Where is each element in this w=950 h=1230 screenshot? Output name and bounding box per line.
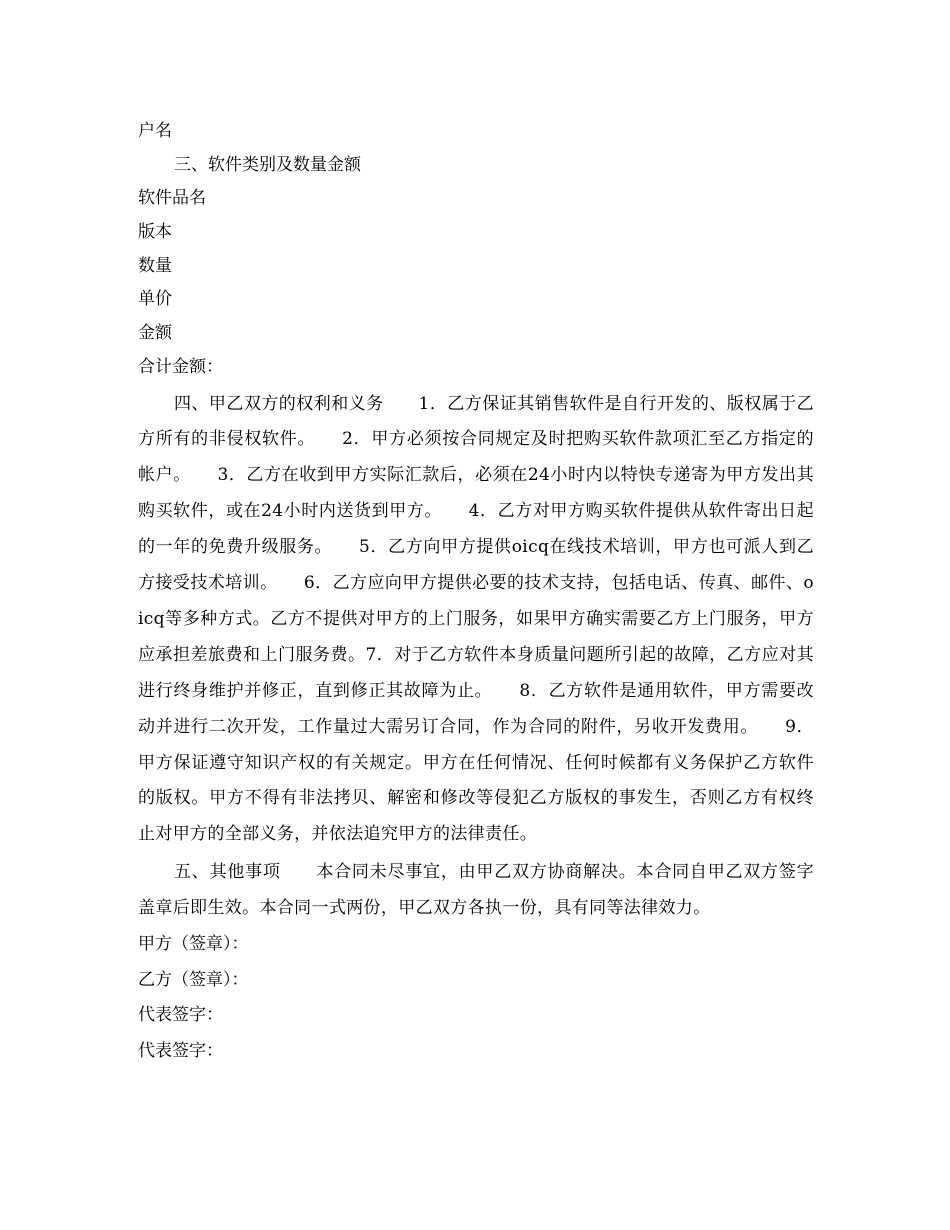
field-software-name: 软件品名 xyxy=(138,188,206,209)
section-3-heading: 三、软件类别及数量金额 xyxy=(174,154,361,175)
account-name-label: 户名 xyxy=(138,121,172,141)
representative-signature-label: 代表签字： xyxy=(138,1005,223,1026)
section-4-rights-obligations: 四、甲乙双方的权利和义务 1．乙方保证其销售软件是自行开发的、版权属于乙方所有的非侵权软件。 2．甲方必须按合同规定及时把购买软件款项汇至乙方指定的帐户。 3．乙方在收到甲方实际汇款后，必须在24小时内以特快专递寄为甲方发出其购买软件，或在24小时内送货到甲方。 4．乙方对甲方购买软件提供从软件寄出日起的一年的免费升级服务。 5．乙方向甲方提供oicq在线技术培训，甲方也可派人到乙方接受技术培训。 6．乙方应向甲方提供必要的技术支持，包括电话、传真、邮件、oicq等多种方式。乙方不提供对甲方的上门服务，如果甲方确实需要乙方上门服务，甲方应承担差旅费和上门服务费。7．对于乙方软件本身质量问题所引起的故障，乙方应对其进行终身维护并修正，直到修正其故障为止。 8．乙方软件是通用软件，甲方需要改动并进行二次开发，工作量过大需另订合同，作为合同的附件，另收开发费用。 9．甲方保证遵守知识产权的有关规定。甲方在任何情况、任何时候都有义务保护乙方软件的版权。甲方不得有非法拷贝、解密和修改等侵犯乙方版权的事发生，否则乙方有权终止对甲方的全部义务，并依法追究甲方的法律责任。 xyxy=(138,393,814,845)
party-b-seal-label: 乙方（签章）： xyxy=(138,969,249,990)
party-a-seal-label: 甲方（签章）： xyxy=(138,934,249,955)
field-version: 版本 xyxy=(138,222,172,243)
field-amount: 金额 xyxy=(138,323,172,344)
field-total-amount: 合计金额： xyxy=(138,356,223,377)
contract-page xyxy=(138,115,814,1069)
field-quantity: 数量 xyxy=(138,255,172,276)
representative-signature-label-2: 代表签字： xyxy=(138,1040,223,1061)
field-unit-price: 单价 xyxy=(138,289,172,310)
section-5-other-matters: 五、其他事项 本合同未尽事宜，由甲乙双方协商解决。本合同自甲乙双方签字盖章后即生效。本合同一式两份，甲乙双方各执一份，具有同等法律效力。 xyxy=(138,862,814,919)
